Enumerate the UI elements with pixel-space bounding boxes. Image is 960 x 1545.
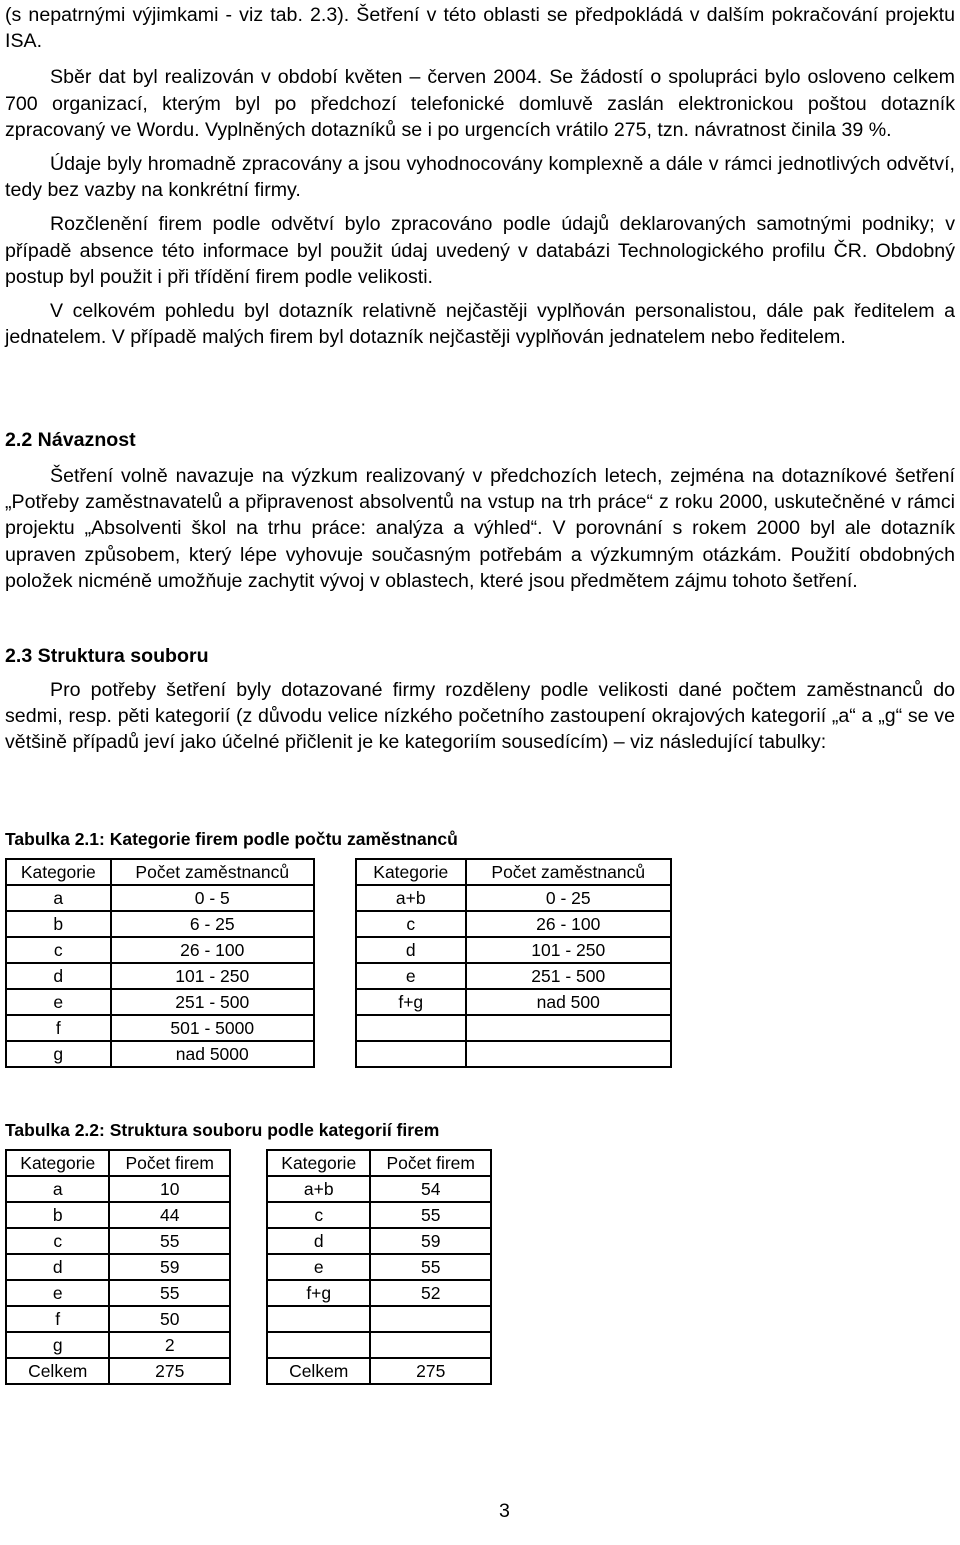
table-cell: 251 - 500 — [466, 963, 672, 989]
table-cell: 501 - 5000 — [111, 1015, 314, 1041]
table-cell: d — [6, 1254, 109, 1280]
table-cell — [267, 1332, 370, 1358]
table-total-row — [6, 1358, 230, 1384]
section-heading-structure: 2.3 Struktura souboru — [5, 645, 209, 667]
table-cell: f — [6, 1015, 111, 1041]
column-header: Počet firem — [109, 1150, 230, 1176]
table-cell — [466, 1015, 672, 1041]
table-cell: g — [6, 1332, 109, 1358]
table-row — [267, 1280, 491, 1306]
column-header: Kategorie — [6, 1150, 109, 1176]
table2-left — [5, 1149, 231, 1385]
table-cell: 275 — [109, 1358, 230, 1384]
table-row — [267, 1202, 491, 1228]
table-cell: 0 - 25 — [466, 885, 672, 911]
table-cell: nad 500 — [466, 989, 672, 1015]
table-cell: c — [6, 937, 111, 963]
table-row — [356, 963, 671, 989]
table-cell — [370, 1332, 491, 1358]
table-cell: 10 — [109, 1176, 230, 1202]
column-header: Kategorie — [267, 1150, 370, 1176]
table-cell: 6 - 25 — [111, 911, 314, 937]
table-cell: 55 — [370, 1254, 491, 1280]
table-header-row — [6, 859, 314, 885]
table-cell: 251 - 500 — [111, 989, 314, 1015]
table-cell: 2 — [109, 1332, 230, 1358]
table-cell: d — [356, 937, 466, 963]
table-row — [356, 937, 671, 963]
table-cell: f+g — [267, 1280, 370, 1306]
table-cell: 44 — [109, 1202, 230, 1228]
table-cell: f+g — [356, 989, 466, 1015]
table-cell: a — [6, 1176, 109, 1202]
table-cell: d — [267, 1228, 370, 1254]
table-row — [6, 1228, 230, 1254]
table-cell: 55 — [109, 1228, 230, 1254]
table-row — [6, 1176, 230, 1202]
table2-right — [266, 1149, 492, 1385]
table-total-row — [267, 1358, 491, 1384]
table-cell: c — [356, 911, 466, 937]
table-row — [6, 1202, 230, 1228]
table-row — [356, 1041, 671, 1067]
table-cell: e — [356, 963, 466, 989]
table-cell: a+b — [267, 1176, 370, 1202]
table-cell — [466, 1041, 672, 1067]
table-cell: g — [6, 1041, 111, 1067]
table-row — [267, 1228, 491, 1254]
table-cell: 26 - 100 — [111, 937, 314, 963]
table-header-row — [6, 1150, 230, 1176]
table-cell: 101 - 250 — [111, 963, 314, 989]
table-row — [267, 1254, 491, 1280]
table-cell: 54 — [370, 1176, 491, 1202]
paragraph-processing: Údaje byly hromadně zpracovány a jsou vyhodnocovány komplexně a dále v rámci jednotlivých odvětví, tedy bez vazby na konkrétní firmy. — [5, 153, 955, 202]
section-heading-continuity: 2.2 Návaznost — [5, 429, 136, 451]
table-cell: f — [6, 1306, 109, 1332]
table-cell: 52 — [370, 1280, 491, 1306]
table-row — [6, 937, 314, 963]
table1-caption: Tabulka 2.1: Kategorie firem podle počtu zaměstnanců — [5, 829, 458, 849]
table-cell: a+b — [356, 885, 466, 911]
table-row — [6, 911, 314, 937]
table-cell: Celkem — [6, 1358, 109, 1384]
table-cell — [370, 1306, 491, 1332]
paragraph-respondents: V celkovém pohledu byl dotazník relativně nejčastěji vyplňován personalistou, dále pak ředitelem a jednatelem. V případě malých firem byl dotazník nejčastěji vyplňován jednatelem nebo ředitelem. — [5, 300, 955, 349]
table-row — [356, 911, 671, 937]
paragraph-continuation: (s nepatrnými výjimkami - viz tab. 2.3). Šetření v této oblasti se předpokládá v dalším pokračování projektu ISA. — [5, 4, 955, 53]
table-cell — [356, 1015, 466, 1041]
table-row — [356, 885, 671, 911]
table-row — [267, 1176, 491, 1202]
table-row — [6, 1332, 230, 1358]
table-header-row — [356, 859, 671, 885]
table-row — [356, 1015, 671, 1041]
column-header: Kategorie — [6, 859, 111, 885]
table-cell: 26 - 100 — [466, 911, 672, 937]
table-cell: b — [6, 1202, 109, 1228]
table-cell: 101 - 250 — [466, 937, 672, 963]
table-row — [6, 1306, 230, 1332]
table-cell: b — [6, 911, 111, 937]
table-cell: 275 — [370, 1358, 491, 1384]
table-cell: 55 — [370, 1202, 491, 1228]
table-cell: Celkem — [267, 1358, 370, 1384]
table-cell: 59 — [370, 1228, 491, 1254]
table-row — [6, 1015, 314, 1041]
table-cell: e — [6, 989, 111, 1015]
table-cell: d — [6, 963, 111, 989]
table-cell: nad 5000 — [111, 1041, 314, 1067]
column-header: Počet zaměstnanců — [466, 859, 672, 885]
table2-caption: Tabulka 2.2: Struktura souboru podle kategorií firem — [5, 1120, 440, 1140]
table-cell: c — [267, 1202, 370, 1228]
paragraph-structure: Pro potřeby šetření byly dotazované firmy rozděleny podle velikosti dané počtem zaměstnanců do sedmi, resp. pěti kategorií (z důvodu velice nízkého početního zastoupení okrajových kategorií „a“ a „g“ se ve většině případů jeví jako účelné přičlenit je ke kategoriím sousedícím) – viz následující tabulky: — [5, 679, 955, 754]
table-row — [267, 1306, 491, 1332]
table-cell: e — [6, 1280, 109, 1306]
table-cell: 0 - 5 — [111, 885, 314, 911]
table1-left — [5, 858, 315, 1068]
table-cell: 50 — [109, 1306, 230, 1332]
column-header: Počet zaměstnanců — [111, 859, 314, 885]
table-cell — [267, 1306, 370, 1332]
table-header-row — [267, 1150, 491, 1176]
table-row — [6, 963, 314, 989]
table-cell: e — [267, 1254, 370, 1280]
table-row — [267, 1332, 491, 1358]
table-row — [6, 1254, 230, 1280]
paragraph-industry-breakdown: Rozčlenění firem podle odvětví bylo zpracováno podle údajů deklarovaných samotnými podniky; v případě absence této informace byl použit údaj uvedený v databázi Technologického profilu ČR. Obdobný postup byl použit i při třídění firem podle velikosti. — [5, 213, 955, 288]
intro-block — [5, 2, 955, 350]
paragraph-continuity: Šetření volně navazuje na výzkum realizovaný v předchozích letech, zejména na dotazníkové šetření „Potřeby zaměstnavatelů a připravenost absolventů na vstup na trh práce“ z roku 2000, uskutečněné v rámci projektu „Absolventi škol na trhu práce: analýza a výhled“. V porovnání s rokem 2000 byl ale dotazník upraven způsobem, který lépe vyhovuje současným potřebám a výzkumným otázkám. Použití obdobných položek nicméně umožňuje zachytit vývoj v oblastech, které jsou předmětem zájmu tohoto šetření. — [5, 465, 955, 592]
table1-right — [355, 858, 672, 1068]
table-row — [6, 989, 314, 1015]
paragraph-data-collection: Sběr dat byl realizován v období květen – červen 2004. Se žádostí o spolupráci bylo osloveno celkem 700 organizací, kterým byl po předchozí telefonické domluvě zaslán elektronickou poštou dotazník zpracovaný ve Wordu. Vyplněných dotazníků se i po urgencích vrátilo 275, tzn. návratnost činila 39 %. — [5, 66, 955, 141]
table-cell — [356, 1041, 466, 1067]
table-cell: c — [6, 1228, 109, 1254]
table-row — [6, 1041, 314, 1067]
page-number: 3 — [499, 1500, 510, 1522]
table-cell: a — [6, 885, 111, 911]
table-cell: 59 — [109, 1254, 230, 1280]
table-row — [6, 1280, 230, 1306]
table-cell: 55 — [109, 1280, 230, 1306]
table-row — [356, 989, 671, 1015]
table-row — [6, 885, 314, 911]
column-header: Počet firem — [370, 1150, 491, 1176]
column-header: Kategorie — [356, 859, 466, 885]
